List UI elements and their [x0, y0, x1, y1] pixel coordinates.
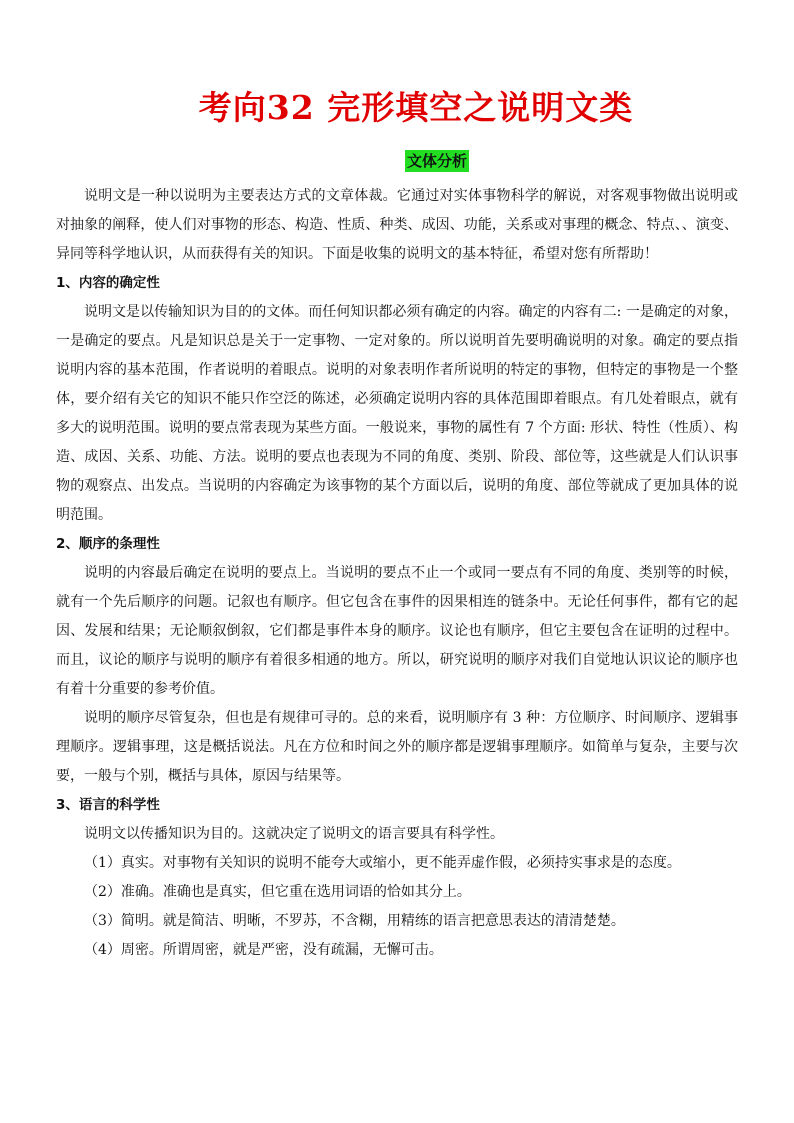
section-1-paragraph-1: 说明文是以传输知识为目的的文体。而任何知识都必须有确定的内容。确定的内容有二: 一是确定的对象，一是确定的要点。凡是知识总是关于一定事物、一定对象的。所以说明首先要明确说明的对象。确定的要点指说明内容的基本范围，作者说明的着眼点。说明的对象表明作者所说明的特定的事物，但特定的事物是一个整体，要介绍有关它的知识不能只作空泛的陈述，必须确定说明内容的具体范围即着眼点。有几处着眼点，就有多大的说明范围。说明的要点常表现为某些方面。一般说来，事物的属性有 7 个方面: 形状、特性（性质）、构造、成因、关系、功能、方法。说明的要点也表现为不同的角度、类别、阶段、部位等，这些就是人们认识事物的观察点、出发点。当说明的内容确定为该事物的某个方面以后，说明的角度、部位等就成了更加具体的说明范围。: [56, 304, 738, 523]
section-3-list-item-4: （4）周密。所谓周密，就是严密，没有疏漏，无懈可击。: [84, 942, 443, 958]
section-tag-wrapper: [56, 150, 738, 178]
section-heading-3: 3、语言的科学性: [56, 797, 160, 813]
section-heading-2: 2、顺序的条理性: [56, 536, 160, 552]
intro-paragraph: 说明文是一种以说明为主要表达方式的文章体裁。它通过对实体事物科学的解说，对客观事物做出说明或对抽象的阐释，使人们对事物的形态、构造、性质、种类、成因、功能，关系或对事理的概念、特点、、演变、异同等科学地认识，从而获得有关的知识。下面是收集的说明文的基本特征，希望对您有所帮助！: [56, 188, 738, 262]
section-2-paragraph-2: 说明的顺序尽管复杂，但也是有规律可寻的。总的来看，说明顺序有 3 种：方位顺序、时间顺序、逻辑事理顺序。逻辑事理，这是概括说法。凡在方位和时间之外的顺序都是逻辑事理顺序。如简单与复杂，主要与次要，一般与个别，概括与具体，原因与结果等。: [56, 710, 738, 784]
section-3-paragraph-1: 说明文以传播知识为目的。这就决定了说明文的语言要具有科学性。: [84, 826, 504, 842]
section-3-list-item-3: （3）简明。就是简洁、明晰，不罗苏，不含糊，用精练的语言把意思表达的清清楚楚。: [84, 913, 625, 929]
section-2-paragraph-1: 说明的内容最后确定在说明的要点上。当说明的要点不止一个或同一要点有不同的角度、类别等的时候，就有一个先后顺序的问题。记叙也有顺序。但它包含在事件的因果相连的链条中。无论任何事件，都有它的起因、发展和结果；无论顺叙倒叙，它们都是事件本身的顺序。议论也有顺序，但它主要包含在证明的过程中。而且，议论的顺序与说明的顺序有着很多相通的地方。所以，研究说明的顺序对我们自觉地认识议论的顺序也有着十分重要的参考价值。: [56, 565, 738, 697]
page-title: 考向32 完形填空之说明文类: [198, 88, 634, 127]
section-heading-1: 1、内容的确定性: [56, 275, 160, 291]
section-3-list-item-2: （2）准确。准确也是真实，但它重在选用词语的恰如其分上。: [84, 884, 471, 900]
section-tag: 文体分析: [406, 152, 467, 170]
section-3-list-item-1: （1）真实。对事物有关知识的说明不能夸大或缩小，更不能弄虚作假，必须持实事求是的态度。: [84, 855, 681, 871]
document-body: [56, 182, 738, 965]
document-page: [56, 80, 738, 965]
